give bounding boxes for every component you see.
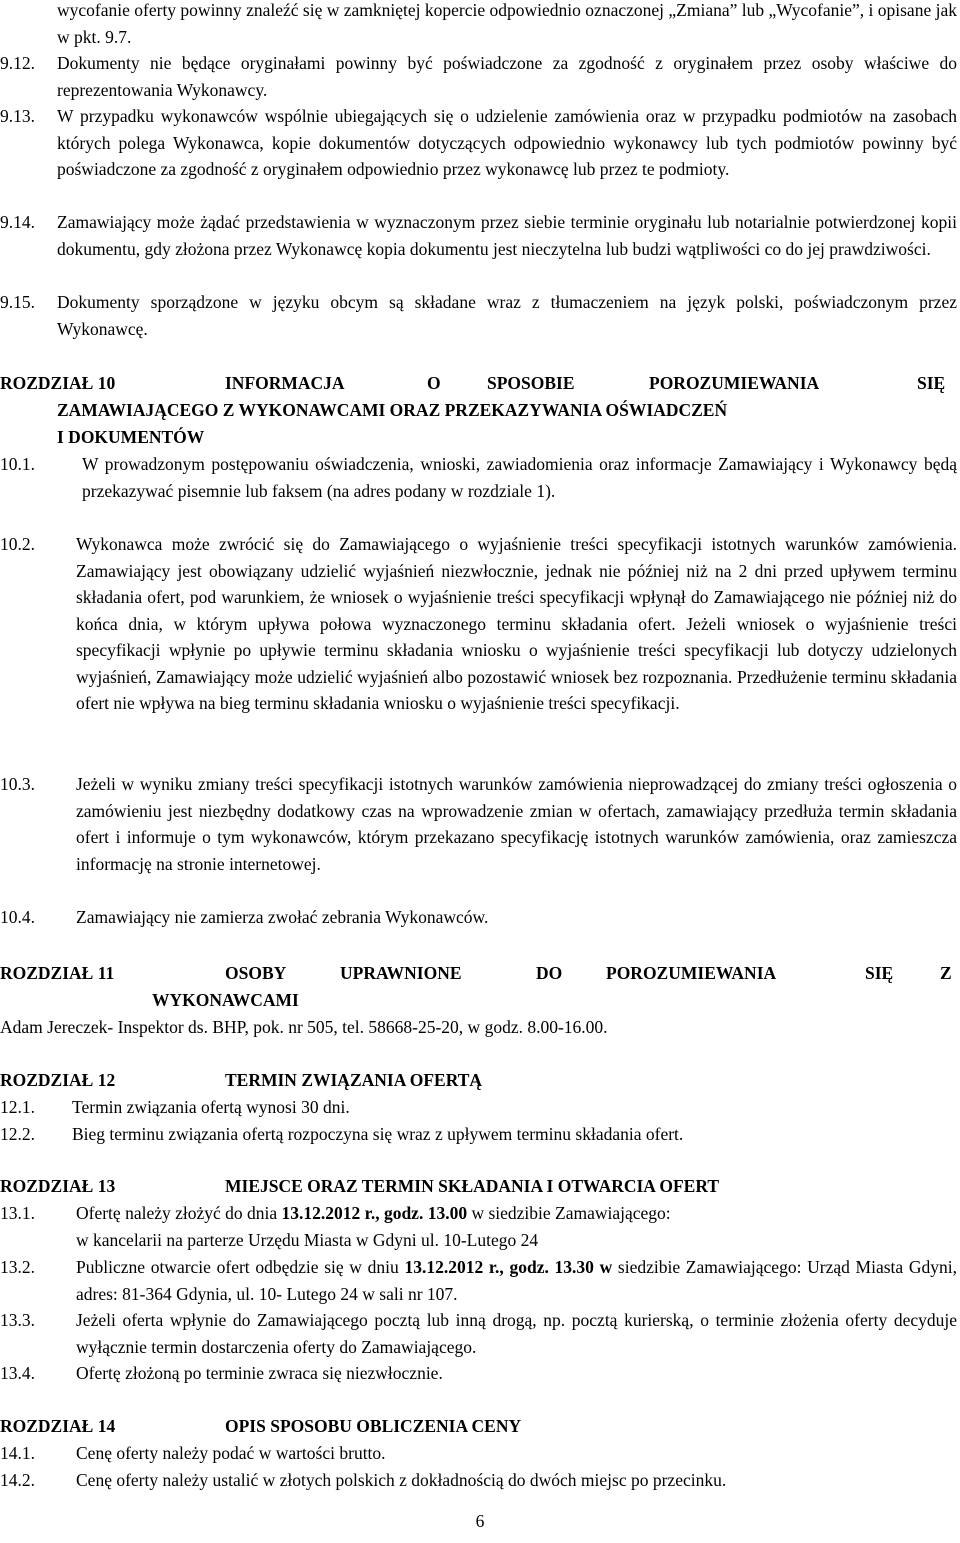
paragraph-10-2: Wykonawca może zwrócić się do Zamawiającego o wyjaśnienie treści specyfikacji istotnych warunków zamówienia. Zamawiający jest obowiązany udzielić wyjaśnień niezwłocznie, jednak nie później niż na 2 dni przed upływem terminu składania ofert, pod warunkiem, że wniosek o wyjaśnienie treści specyfikacji wpłynął do Zamawiającego nie później niż do końca dnia, w którym upływa połowa wyznaczonego terminu składania ofert. Jeżeli wniosek o wyjaśnienie treści specyfikacji wpłynie po upływie terminu składania wniosku o wyjaśnienie treści specyfikacji lub dotyczy udzielonych wyjaśnień, Zamawiający może udzielić wyjaśnień albo pozostawić wniosek bez rozpoznania. Przedłużenie terminu składania ofert nie wpływa na bieg terminu składania wniosku o wyjaśnienie treści specyfikacji. (76, 534, 957, 713)
paragraph-number: 13.1. (0, 1203, 35, 1223)
chapter-label: ROZDZIAŁ 11 (0, 963, 115, 983)
paragraph-14-2: Cenę oferty należy ustalić w złotych polskich z dokładnością do dwóch miejsc po przecinku. (76, 1470, 727, 1490)
heading-word: O (427, 373, 441, 393)
chapter-title: OPIS SPOSOBU OBLICZENIA CENY (225, 1416, 522, 1436)
paragraph-13-4: Ofertę złożoną po terminie zwraca się niezwłocznie. (76, 1363, 443, 1383)
paragraph-number: 14.1. (0, 1443, 35, 1463)
paragraph-number: 12.1. (0, 1097, 35, 1117)
paragraph-number: 9.12. (0, 53, 35, 73)
paragraph-9-12: Dokumenty nie będące oryginałami powinny być poświadczone za zgodność z oryginałem przez osoby właściwe do reprezentowania Wykonawcy. (57, 53, 957, 100)
heading-line: ZAMAWIAJĄCEGO Z WYKONAWCAMI ORAZ PRZEKAZYWANIA OŚWIADCZEŃ (57, 400, 728, 420)
heading-line: I DOKUMENTÓW (57, 427, 205, 447)
paragraph-9-11-continuation: wycofanie oferty powinny znaleźć się w zamkniętej kopercie odpowiednio oznaczonej „Zmiana” lub „Wycofanie”, i opisane jak w pkt. 9.7. (57, 0, 957, 47)
heading-line: WYKONAWCAMI (152, 990, 299, 1010)
deadline-datetime: 13.12.2012 r., godz. 13.00 (281, 1203, 468, 1223)
heading-word: POROZUMIEWANIA (606, 963, 777, 983)
paragraph-9-13: W przypadku wykonawców wspólnie ubiegających się o udzielenie zamówienia oraz w przypadku podmiotów na zasobach których polega Wykonawca, kopie dokumentów dotyczących odpowiednio wykonawcy lub tych podmiotów powinny być poświadczone za zgodność z oryginałem odpowiednio przez wykonawcę lub przez te podmioty. (57, 106, 957, 179)
opening-datetime: 13.12.2012 r., godz. 13.30 w (404, 1257, 613, 1277)
heading-word: POROZUMIEWANIA (649, 373, 820, 393)
paragraph-number: 9.15. (0, 292, 35, 312)
heading-word: DO (536, 963, 563, 983)
paragraph-10-1: W prowadzonym postępowaniu oświadczenia, wnioski, zawiadomienia oraz informacje Zamawiający i Wykonawcy będą przekazywać pisemnie lub faksem (na adres podany w rozdziale 1). (82, 454, 957, 501)
chapter-label: ROZDZIAŁ 14 (0, 1416, 116, 1436)
paragraph-number: 10.2. (0, 534, 35, 554)
paragraph-number: 9.14. (0, 212, 35, 232)
paragraph-number: 13.2. (0, 1257, 35, 1277)
text-run: w kancelarii na parterze Urzędu Miasta w Gdyni ul. 10-Lutego 24 (76, 1229, 539, 1250)
paragraph-number: 13.3. (0, 1310, 35, 1330)
text-run: siedzibie Zamawiającego: Urząd Miasta Gdyni, adres: 81-364 Gdynia, ul. 10- Lutego 24 w sali nr 107. (76, 1257, 957, 1304)
heading-word: Z (940, 963, 952, 983)
paragraph-13-1 (76, 1200, 957, 1253)
paragraph-13-3: Jeżeli oferta wpłynie do Zamawiającego pocztą lub inną drogą, np. pocztą kurierską, o terminie złożenia oferty decyduje wyłącznie termin dostarczenia oferty do Zamawiającego. (76, 1310, 957, 1357)
paragraph-number: 12.2. (0, 1124, 35, 1144)
paragraph-number: 10.4. (0, 907, 35, 927)
contact-person: Adam Jereczek- Inspektor ds. BHP, pok. nr 505, tel. 58668-25-20, w godz. 8.00-16.00. (0, 1017, 608, 1037)
heading-word: OSOBY (225, 963, 287, 983)
paragraph-10-3: Jeżeli w wyniku zmiany treści specyfikacji istotnych warunków zamówienia nieprowadzącej do zmiany treści ogłoszenia o zamówieniu jest niezbędny dodatkowy czas na wprowadzenie zmian w ofertach, zamawiający przedłuża termin składania ofert i informuje o tym wykonawców, którym przekazano specyfikację istotnych warunków zamówienia, oraz zamieszcza informację na stronie internetowej. (76, 774, 957, 874)
heading-word: SIĘ (917, 373, 946, 393)
paragraph-9-14: Zamawiający może żądać przedstawienia w wyznaczonym przez siebie terminie oryginału lub notarialnie potwierdzonej kopii dokumentu, gdy złożona przez Wykonawcę kopia dokumentu jest nieczytelna lub budzi wątpliwości co do jej prawdziwości. (57, 212, 957, 259)
heading-word: SIĘ (865, 963, 894, 983)
paragraph-number: 10.3. (0, 774, 35, 794)
page-number: 6 (475, 1511, 485, 1531)
chapter-label: ROZDZIAŁ 12 (0, 1070, 116, 1090)
paragraph-number: 14.2. (0, 1470, 35, 1490)
chapter-title: MIEJSCE ORAZ TERMIN SKŁADANIA I OTWARCIA OFERT (225, 1176, 720, 1196)
paragraph-number: 10.1. (0, 454, 35, 474)
paragraph-10-4: Zamawiający nie zamierza zwołać zebrania Wykonawców. (76, 907, 489, 927)
heading-word: SPOSOBIE (487, 373, 575, 393)
chapter-title: TERMIN ZWIĄZANIA OFERTĄ (225, 1070, 483, 1090)
paragraph-number: 9.13. (0, 106, 35, 126)
text-run: Publiczne otwarcie ofert odbędzie się w dniu (76, 1257, 405, 1277)
paragraph-12-2: Bieg terminu związania ofertą rozpoczyna się wraz z upływem terminu składania ofert. (72, 1124, 684, 1144)
text-run: Ofertę należy złożyć do dnia (76, 1203, 282, 1223)
heading-word: UPRAWNIONE (340, 963, 462, 983)
text-run: w siedzibie Zamawiającego: (467, 1203, 671, 1223)
heading-word: INFORMACJA (225, 373, 345, 393)
paragraph-9-15: Dokumenty sporządzone w języku obcym są składane wraz z tłumaczeniem na język polski, poświadczonym przez Wykonawcę. (57, 292, 957, 339)
paragraph-number: 13.4. (0, 1363, 35, 1383)
paragraph-14-1: Cenę oferty należy podać w wartości brutto. (76, 1443, 386, 1463)
chapter-label: ROZDZIAŁ 13 (0, 1176, 116, 1196)
paragraph-12-1: Termin związania ofertą wynosi 30 dni. (72, 1097, 350, 1117)
paragraph-13-2 (76, 1254, 957, 1307)
chapter-label: ROZDZIAŁ 10 (0, 373, 116, 393)
